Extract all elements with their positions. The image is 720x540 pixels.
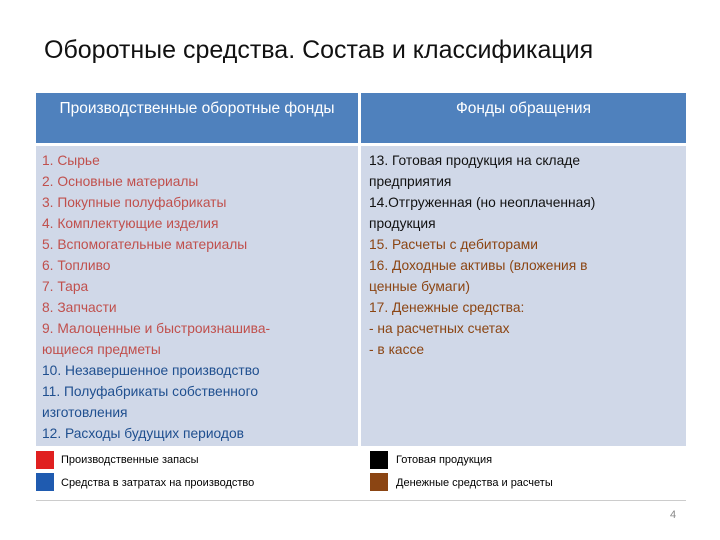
production-funds-list — [36, 146, 358, 446]
list-item: - на расчетных счетах — [369, 321, 510, 336]
list-item: продукция — [369, 216, 436, 231]
list-item: 4. Комплектующие изделия — [42, 216, 219, 231]
list-item: 8. Запчасти — [42, 300, 117, 315]
list-item: 6. Топливо — [42, 258, 111, 273]
circulation-funds-list — [361, 146, 686, 446]
header-circulation-funds: Фонды обращения — [361, 93, 686, 143]
list-item: ценные бумаги) — [369, 279, 470, 294]
brown-legend-swatch — [370, 473, 388, 491]
header-production-funds: Производственные оборотные фонды — [36, 93, 358, 143]
legend-cash-settlements: Денежные средства и расчеты — [396, 477, 553, 489]
list-item: 13. Готовая продукция на складе — [369, 153, 580, 168]
list-item: 15. Расчеты с дебиторами — [369, 237, 538, 252]
legend-production-stocks: Производственные запасы — [61, 454, 199, 466]
blue-legend-swatch — [36, 473, 54, 491]
list-item: 3. Покупные полуфабрикаты — [42, 195, 227, 210]
list-item: 1. Сырье — [42, 153, 100, 168]
list-item: 16. Доходные активы (вложения в — [369, 258, 588, 273]
page-number: 4 — [670, 509, 677, 521]
black-legend-swatch — [370, 451, 388, 469]
list-item: 10. Незавершенное производство — [42, 363, 260, 378]
list-item: предприятия — [369, 174, 452, 189]
list-item: 2. Основные материалы — [42, 174, 199, 189]
list-item: изготовления — [42, 405, 128, 420]
list-item: 7. Тара — [42, 279, 89, 294]
list-item: ющиеся предметы — [42, 342, 161, 357]
red-legend-swatch — [36, 451, 54, 469]
list-item: 12. Расходы будущих периодов — [42, 426, 244, 441]
list-item: 17. Денежные средства: — [369, 300, 525, 315]
legend-finished-goods: Готовая продукция — [396, 454, 493, 466]
list-item: 14.Отгруженная (но неоплаченная) — [369, 195, 596, 210]
list-item: 9. Малоценные и быстроизнашива- — [42, 321, 271, 336]
divider — [36, 500, 686, 501]
list-item: - в кассе — [369, 342, 425, 357]
slide-title: Оборотные средства. Состав и классификация — [44, 36, 594, 64]
list-item: 5. Вспомогательные материалы — [42, 237, 248, 252]
list-item: 11. Полуфабрикаты собственного — [42, 384, 259, 399]
legend-production-costs: Средства в затратах на производство — [61, 477, 255, 489]
